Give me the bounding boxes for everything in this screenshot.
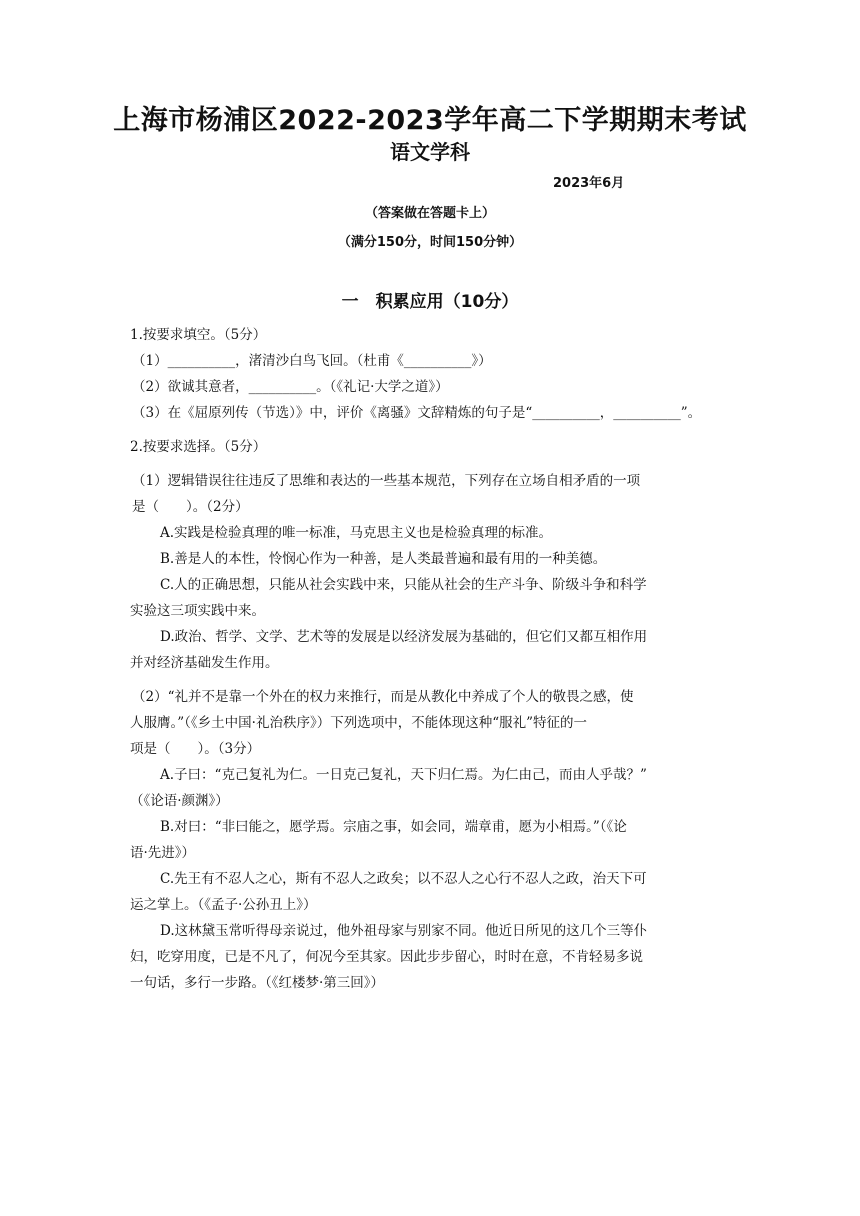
option-2-2-b-cont: 语·先进》） (130, 845, 196, 861)
question-1-item-3: （3）在《屈原列传（节选）》中，评价《离骚》文辞精炼的句子是“__________，__________”。 (132, 405, 702, 421)
question-2-1-line-2: 是（ ）。（2分） (132, 499, 249, 515)
option-2-2-b: B.对曰：“非曰能之，愿学焉。宗庙之事，如会同，端章甫，愿为小相焉。”（《论 (160, 819, 627, 835)
question-2-1-line-1: （1）逻辑错误往往违反了思维和表达的一些基本规范，下列存在立场自相矛盾的一项 (132, 473, 641, 489)
exam-subject: 语文学科 (390, 140, 470, 164)
option-2-1-d: D.政治、哲学、文学、艺术等的发展是以经济发展为基础的，但它们又都互相作用 (160, 629, 648, 645)
option-2-2-a: A.子曰：“克己复礼为仁。一日克己复礼，天下归仁焉。为仁由己，而由人乎哉？” (160, 767, 647, 783)
exam-date: 2023年6月 (553, 176, 625, 191)
question-1-item-1: （1）__________，渚清沙白鸟飞回。（杜甫《__________》） (132, 353, 492, 369)
option-2-1-c-cont: 实验这三项实践中来。 (130, 603, 265, 619)
option-2-1-c: C.人的正确思想，只能从社会实践中来，只能从社会的生产斗争、阶级斗争和科学 (160, 577, 647, 593)
option-2-1-b: B.善是人的本性，怜悯心作为一种善，是人类最普遍和最有用的一种美德。 (160, 551, 607, 567)
option-2-2-a-cont: （《论语·颜渊》） (130, 793, 229, 809)
option-2-2-c: C.先王有不忍人之心，斯有不忍人之政矣；以不忍人之心行不忍人之政，治天下可 (160, 871, 647, 887)
option-2-1-a: A.实践是检验真理的唯一标准，马克思主义也是检验真理的标准。 (160, 525, 553, 541)
option-2-2-d-cont-2: 一句话，多行一步路。（《红楼梦·第三回》） (130, 975, 385, 991)
question-2-2-line-2: 人服膺。”（《乡土中国·礼治秩序》）下列选项中，不能体现这种“服礼”特征的一 (130, 715, 587, 731)
score-time-note: （满分150分，时间150分钟） (337, 235, 523, 250)
answer-note: （答案做在答题卡上） (364, 206, 495, 221)
option-2-1-d-cont: 并对经济基础发生作用。 (130, 655, 279, 671)
section-heading: 一 积累应用（10分） (341, 292, 519, 312)
exam-body (130, 322, 732, 996)
question-2-stem: 2.按要求选择。（5分） (130, 439, 267, 455)
option-2-2-c-cont: 运之掌上。（《孟子·公孙丑上》） (130, 897, 317, 913)
question-2-2-line-1: （2）“礼并不是靠一个外在的权力来推行，而是从教化中养成了个人的敬畏之感，使 (132, 689, 634, 705)
question-1-stem: 1.按要求填空。（5分） (130, 327, 267, 343)
question-2-2-line-3: 项是（ ）。（3分） (130, 741, 261, 757)
exam-title: 上海市杨浦区2022-2023学年高二下学期期末考试 (113, 105, 747, 136)
question-1-item-2: （2）欲诚其意者，__________。（《礼记·大学之道》） (132, 379, 449, 395)
option-2-2-d-cont-1: 妇，吃穿用度，已是不凡了，何况今至其家。因此步步留心，时时在意，不肯轻易多说 (130, 949, 643, 965)
option-2-2-d: D.这林黛玉常听得母亲说过，他外祖母家与别家不同。他近日所见的这几个三等仆 (160, 923, 648, 939)
